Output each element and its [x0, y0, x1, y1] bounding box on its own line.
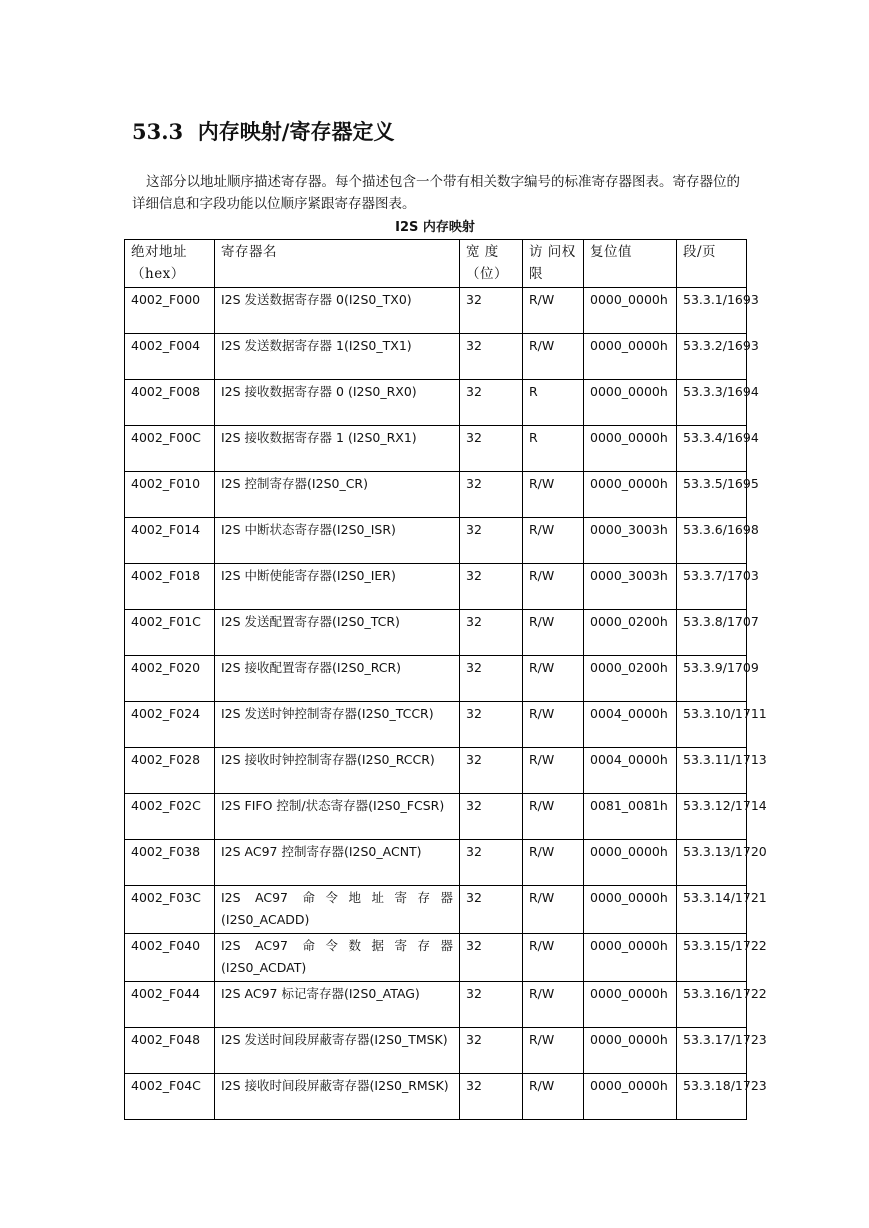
cell-reset-value: 0000_0000h — [584, 1074, 677, 1120]
cell-register-name: I2S 接收时钟控制寄存器(I2S0_RCCR) — [215, 748, 460, 794]
cell-reset-value: 0000_0000h — [584, 380, 677, 426]
cell-register-name: I2S 中断状态寄存器(I2S0_ISR) — [215, 518, 460, 564]
table-row — [125, 380, 747, 426]
header-width: 宽 度（位） — [460, 240, 523, 288]
cell-reset-value: 0000_0000h — [584, 334, 677, 380]
cell-reset-value: 0000_0200h — [584, 656, 677, 702]
cell-section-page: 53.3.6/1698 — [677, 518, 747, 564]
cell-address: 4002_F010 — [125, 472, 215, 518]
cell-address: 4002_F038 — [125, 840, 215, 886]
cell-access: R/W — [523, 748, 584, 794]
table-row — [125, 472, 747, 518]
cell-reset-value: 0000_0000h — [584, 982, 677, 1028]
cell-access: R — [523, 380, 584, 426]
cell-address: 4002_F04C — [125, 1074, 215, 1120]
cell-address: 4002_F03C — [125, 886, 215, 934]
table-row — [125, 288, 747, 334]
header-access: 访 问权限 — [523, 240, 584, 288]
cell-reset-value: 0000_0000h — [584, 840, 677, 886]
cell-reset-value: 0081_0081h — [584, 794, 677, 840]
cell-section-page: 53.3.5/1695 — [677, 472, 747, 518]
cell-register-name: I2S 发送时间段屏蔽寄存器(I2S0_TMSK) — [215, 1028, 460, 1074]
table-row — [125, 1074, 747, 1120]
cell-section-page: 53.3.11/1713 — [677, 748, 747, 794]
cell-width: 32 — [460, 518, 523, 564]
cell-address: 4002_F01C — [125, 610, 215, 656]
table-body — [125, 288, 767, 1120]
cell-section-page: 53.3.10/1711 — [677, 702, 747, 748]
cell-width: 32 — [460, 886, 523, 934]
cell-width: 32 — [460, 748, 523, 794]
cell-section-page: 53.3.13/1720 — [677, 840, 747, 886]
intro-text: 这部分以地址顺序描述寄存器。每个描述包含一个带有相关数字编号的标准寄存器图表。寄存器位的详细信息和字段功能以位顺序紧跟寄存器图表。 — [132, 174, 740, 212]
cell-section-page: 53.3.12/1714 — [677, 794, 747, 840]
cell-section-page: 53.3.17/1723 — [677, 1028, 747, 1074]
cell-access: R/W — [523, 518, 584, 564]
header-reset-value: 复位值 — [584, 240, 677, 288]
cell-access: R/W — [523, 840, 584, 886]
cell-section-page: 53.3.3/1694 — [677, 380, 747, 426]
table-row — [125, 748, 747, 794]
cell-access: R/W — [523, 656, 584, 702]
cell-access: R/W — [523, 1028, 584, 1074]
cell-access: R/W — [523, 886, 584, 934]
cell-access: R — [523, 426, 584, 472]
cell-width: 32 — [460, 610, 523, 656]
cell-section-page: 53.3.9/1709 — [677, 656, 747, 702]
cell-section-page: 53.3.18/1723 — [677, 1074, 747, 1120]
cell-register-name: I2S AC97 命令地址寄存器(I2S0_ACADD) — [215, 886, 460, 934]
cell-width: 32 — [460, 982, 523, 1028]
cell-register-name: I2S 接收数据寄存器 1 (I2S0_RX1) — [215, 426, 460, 472]
section-title: 内存映射/寄存器定义 — [197, 119, 395, 144]
section-heading — [132, 116, 394, 146]
cell-access: R/W — [523, 1074, 584, 1120]
cell-access: R/W — [523, 334, 584, 380]
cell-address: 4002_F028 — [125, 748, 215, 794]
cell-reset-value: 0000_0000h — [584, 1028, 677, 1074]
cell-address: 4002_F004 — [125, 334, 215, 380]
cell-address: 4002_F024 — [125, 702, 215, 748]
cell-register-name: I2S 中断使能寄存器(I2S0_IER) — [215, 564, 460, 610]
cell-access: R/W — [523, 472, 584, 518]
cell-width: 32 — [460, 426, 523, 472]
table-row — [125, 1028, 747, 1074]
cell-address: 4002_F02C — [125, 794, 215, 840]
cell-section-page: 53.3.2/1693 — [677, 334, 747, 380]
cell-reset-value: 0004_0000h — [584, 702, 677, 748]
cell-address: 4002_F008 — [125, 380, 215, 426]
table-row — [125, 334, 747, 380]
cell-width: 32 — [460, 934, 523, 982]
cell-register-name: I2S AC97 控制寄存器(I2S0_ACNT) — [215, 840, 460, 886]
cell-access: R/W — [523, 564, 584, 610]
cell-access: R/W — [523, 794, 584, 840]
cell-address: 4002_F014 — [125, 518, 215, 564]
cell-address: 4002_F018 — [125, 564, 215, 610]
cell-section-page: 53.3.4/1694 — [677, 426, 747, 472]
table-row — [125, 794, 747, 840]
cell-register-name: I2S 控制寄存器(I2S0_CR) — [215, 472, 460, 518]
table-row — [125, 702, 747, 748]
cell-register-name: I2S 发送配置寄存器(I2S0_TCR) — [215, 610, 460, 656]
cell-width: 32 — [460, 1074, 523, 1120]
cell-reset-value: 0000_0200h — [584, 610, 677, 656]
table-row — [125, 564, 747, 610]
cell-access: R/W — [523, 288, 584, 334]
header-register-name: 寄存器名 — [215, 240, 460, 288]
cell-section-page: 53.3.16/1722 — [677, 982, 747, 1028]
cell-reset-value: 0000_0000h — [584, 934, 677, 982]
cell-width: 32 — [460, 794, 523, 840]
cell-width: 32 — [460, 840, 523, 886]
register-map-table — [124, 239, 767, 1120]
cell-section-page: 53.3.8/1707 — [677, 610, 747, 656]
cell-register-name: I2S 发送数据寄存器 1(I2S0_TX1) — [215, 334, 460, 380]
cell-address: 4002_F020 — [125, 656, 215, 702]
cell-width: 32 — [460, 656, 523, 702]
cell-address: 4002_F044 — [125, 982, 215, 1028]
cell-address: 4002_F048 — [125, 1028, 215, 1074]
cell-address: 4002_F000 — [125, 288, 215, 334]
cell-reset-value: 0000_3003h — [584, 518, 677, 564]
cell-section-page: 53.3.14/1721 — [677, 886, 747, 934]
table-row — [125, 982, 747, 1028]
cell-section-page: 53.3.15/1722 — [677, 934, 747, 982]
cell-reset-value: 0000_0000h — [584, 426, 677, 472]
cell-reset-value: 0000_3003h — [584, 564, 677, 610]
table-caption: I2S 内存映射 — [395, 220, 475, 235]
cell-width: 32 — [460, 334, 523, 380]
cell-section-page: 53.3.7/1703 — [677, 564, 747, 610]
cell-access: R/W — [523, 610, 584, 656]
cell-width: 32 — [460, 702, 523, 748]
table-row — [125, 426, 747, 472]
cell-register-name: I2S FIFO 控制/状态寄存器(I2S0_FCSR) — [215, 794, 460, 840]
cell-width: 32 — [460, 288, 523, 334]
cell-address: 4002_F00C — [125, 426, 215, 472]
cell-width: 32 — [460, 380, 523, 426]
cell-reset-value: 0004_0000h — [584, 748, 677, 794]
cell-register-name: I2S AC97 命令数据寄存器(I2S0_ACDAT) — [215, 934, 460, 982]
table-row — [125, 518, 747, 564]
cell-register-name: I2S 接收时间段屏蔽寄存器(I2S0_RMSK) — [215, 1074, 460, 1120]
cell-access: R/W — [523, 702, 584, 748]
cell-register-name: I2S 发送数据寄存器 0(I2S0_TX0) — [215, 288, 460, 334]
header-address: 绝对地址（hex） — [125, 240, 215, 288]
cell-address: 4002_F040 — [125, 934, 215, 982]
cell-register-name: I2S AC97 标记寄存器(I2S0_ATAG) — [215, 982, 460, 1028]
header-section-page: 段/页 — [677, 240, 747, 288]
intro-paragraph — [132, 171, 752, 215]
cell-register-name: I2S 发送时钟控制寄存器(I2S0_TCCR) — [215, 702, 460, 748]
cell-reset-value: 0000_0000h — [584, 886, 677, 934]
cell-access: R/W — [523, 934, 584, 982]
table-header-row — [125, 240, 747, 288]
cell-width: 32 — [460, 472, 523, 518]
table-row — [125, 656, 747, 702]
table-row — [125, 840, 747, 886]
cell-register-name: I2S 接收配置寄存器(I2S0_RCR) — [215, 656, 460, 702]
cell-section-page: 53.3.1/1693 — [677, 288, 747, 334]
cell-reset-value: 0000_0000h — [584, 472, 677, 518]
cell-register-name: I2S 接收数据寄存器 0 (I2S0_RX0) — [215, 380, 460, 426]
table-row — [125, 886, 747, 934]
table-row — [125, 934, 747, 982]
cell-access: R/W — [523, 982, 584, 1028]
cell-width: 32 — [460, 1028, 523, 1074]
cell-reset-value: 0000_0000h — [584, 288, 677, 334]
cell-width: 32 — [460, 564, 523, 610]
table-row — [125, 610, 747, 656]
section-number: 53.3 — [132, 119, 184, 144]
